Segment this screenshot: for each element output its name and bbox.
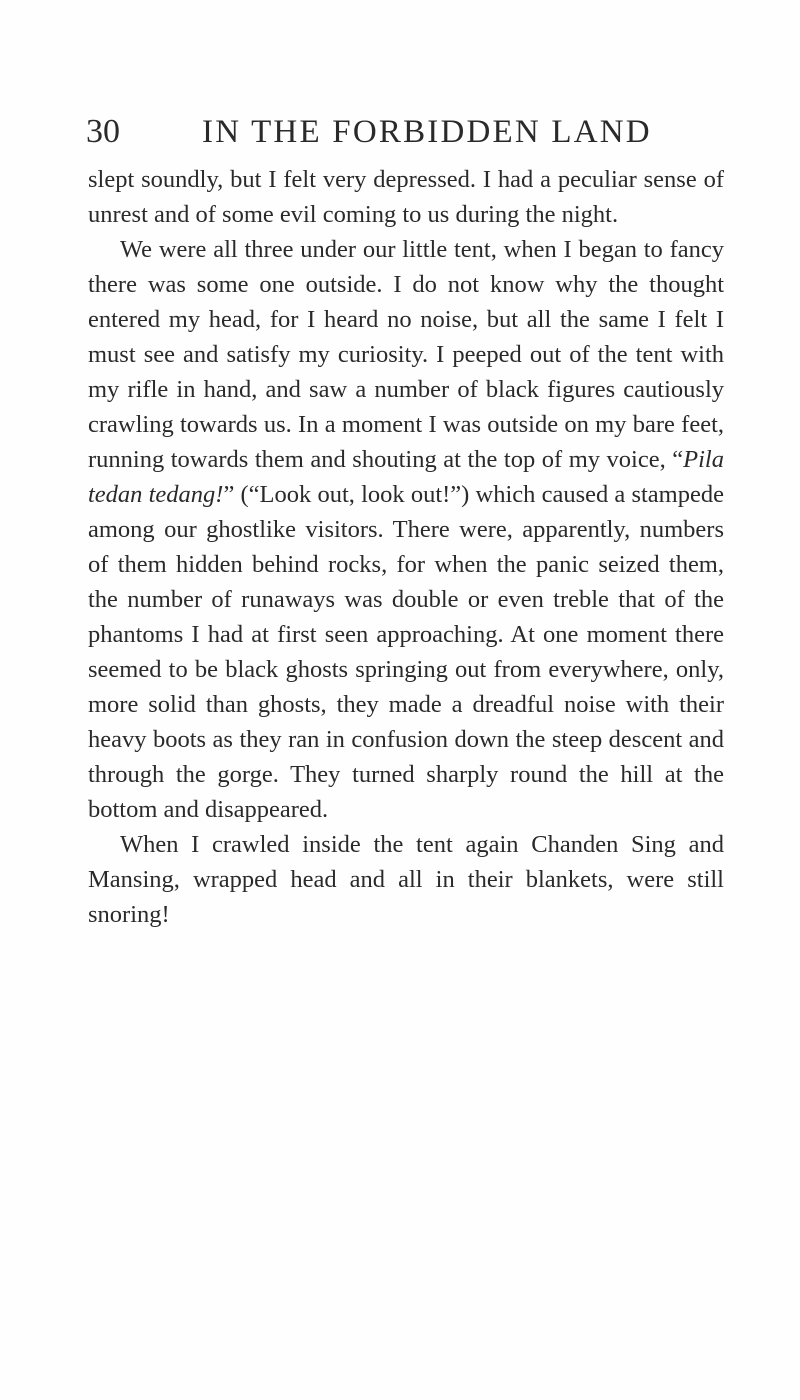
paragraph-3-text: When I crawled inside the tent again Chanden Sing and Mansing, wrapped head and all in their blankets, were still snoring!: [88, 831, 724, 928]
paragraph-2-text-after-quote: ” (“Look out, look out!”) which caused a stampede among our ghostlike visitors. There were, apparently, numbers of them hidden behind rocks, for when the panic seized them, the number of runaways was double or even treble that of the phantoms I had at first seen approaching. At one moment there seemed to be black ghosts springing out from everywhere, only, more solid than ghosts, they made a dreadful noise with their heavy boots as they ran in confusion down the steep descent and through the gorge. They turned sharply round the hill at the bottom and disappeared.: [88, 481, 724, 823]
tibetan-quote: Pila tedan tedang!: [88, 446, 724, 508]
paragraph-3: [88, 827, 724, 932]
page-number: 30: [86, 113, 120, 150]
page-header: [86, 106, 726, 158]
paragraph-2: [88, 232, 724, 827]
body-text: [88, 162, 724, 932]
paragraph-2-text-before-quote: We were all three under our little tent, when I began to fancy there was some one outside. I do not know why the thought entered my head, for I heard no noise, but all the same I felt I must see and satisfy my curiosity. I peeped out of the tent with my rifle in hand, and saw a number of black figures cautiously crawling towards us. In a moment I was outside on my bare feet, running towards them and shouting at the top of my voice, “: [88, 236, 724, 473]
running-title: IN THE FORBIDDEN LAND: [202, 114, 652, 150]
paragraph-1-text: slept soundly, but I felt very depressed. I had a peculiar sense of unrest and of some evil coming to us during the night.: [88, 166, 724, 228]
paragraph-1: [88, 162, 724, 232]
